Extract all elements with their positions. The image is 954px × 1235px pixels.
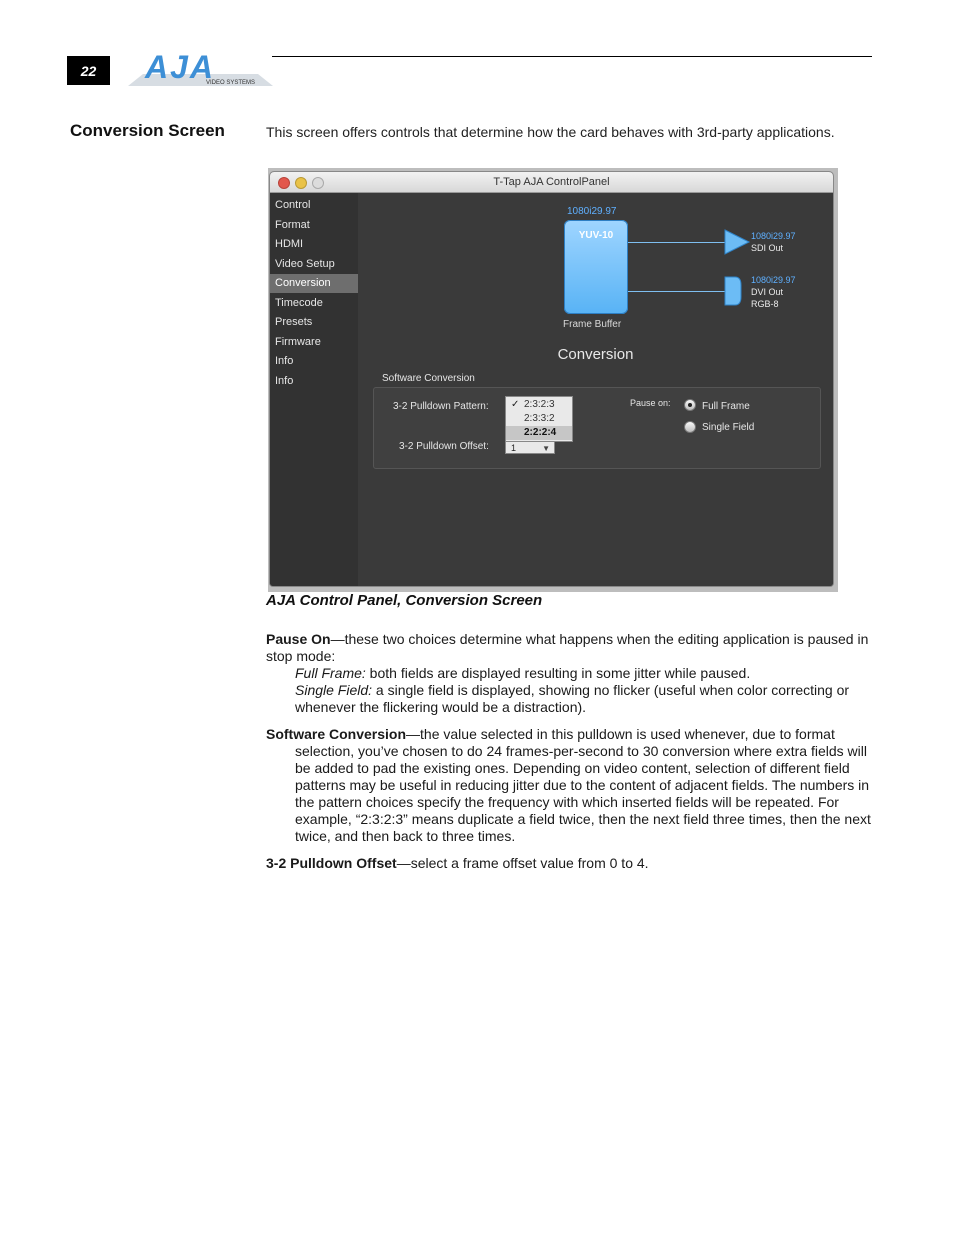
- sdi-out-icon: [723, 229, 751, 255]
- pulldown-option-highlighted[interactable]: 2:2:2:4: [506, 426, 572, 440]
- dvi-connection-line: [628, 291, 726, 292]
- pulldown-pattern-label: 3-2 Pulldown Pattern:: [393, 401, 489, 412]
- pulldown-offset-select[interactable]: 1 ▼: [505, 441, 555, 454]
- sidebar-item-conversion[interactable]: Conversion: [270, 274, 358, 293]
- sidebar-item-info-2[interactable]: Info: [275, 375, 294, 387]
- sidebar-item-format[interactable]: Format: [275, 219, 310, 231]
- svg-text:AJA: AJA: [145, 52, 216, 85]
- sdi-out-label: 1080i29.97 SDI Out: [751, 231, 796, 253]
- pause-on-paragraph: Pause On—these two choices determine what happens when the editing application is paused in stop mode: Full Frame: both fields are displayed resulting in some jitter while paused. Single Field: a single field is displayed, showing no flicker (useful when color correcting or whenever the flickering would be a distraction).: [266, 631, 869, 715]
- page-number: 22: [67, 56, 110, 85]
- header-rule: [272, 56, 872, 57]
- sdi-connection-line: [628, 242, 726, 243]
- pulldown-option[interactable]: 2:3:3:2: [524, 413, 555, 424]
- svg-text:VIDEO SYSTEMS: VIDEO SYSTEMS: [206, 80, 256, 86]
- check-icon: ✓: [511, 399, 520, 410]
- frame-buffer-block[interactable]: [564, 220, 628, 314]
- pause-on-label: Pause on:: [630, 398, 671, 408]
- frame-buffer-color: YUV-10: [578, 230, 614, 241]
- full-frame-radio[interactable]: [684, 399, 696, 411]
- software-conversion-paragraph: Software Conversion—the value selected in this pulldown is used whenever, due to format selection, you’ve chosen to do 24 frames-per-second to 30 conversion where extra fields will be added to pad the existing ones. Depending on video content, selection of different field patterns may be useful in reducing jitter due to the content of adjacent fields. The numbers in the pattern choices specify the frequency with which inserted fields will be repeated. For example, “2:3:2:3” means duplicate a field twice, then the next field three times, then the next twice, and then back to three times.: [266, 726, 871, 844]
- figure-caption: AJA Control Panel, Conversion Screen: [266, 592, 543, 609]
- dvi-out-icon: [723, 275, 743, 307]
- sidebar: [270, 193, 358, 586]
- single-field-radio[interactable]: [684, 421, 696, 433]
- window-titlebar: [270, 172, 833, 193]
- chevron-down-icon: ▼: [542, 444, 550, 453]
- sidebar-item-control[interactable]: Control: [275, 199, 311, 211]
- window-title: T-Tap AJA ControlPanel: [493, 176, 610, 188]
- single-field-label: Single Field: [702, 422, 755, 433]
- frame-buffer-format: 1080i29.97: [567, 206, 617, 217]
- frame-buffer-caption: Frame Buffer: [563, 319, 622, 330]
- section-intro: This screen offers controls that determine how the card behaves with 3rd-party applications.: [266, 124, 835, 140]
- conversion-pane: [358, 193, 833, 586]
- sidebar-item-hdmi[interactable]: HDMI: [275, 238, 304, 250]
- section-title: Conversion Screen: [70, 121, 225, 140]
- sidebar-item-timecode[interactable]: Timecode: [275, 297, 323, 309]
- pulldown-offset-paragraph: 3-2 Pulldown Offset—select a frame offset value from 0 to 4.: [266, 855, 649, 871]
- full-frame-label: Full Frame: [702, 401, 750, 412]
- dvi-out-label: 1080i29.97 DVI Out RGB-8: [751, 275, 796, 309]
- control-panel-screenshot: [268, 168, 838, 592]
- pulldown-option[interactable]: ✓ 2:3:2:3: [511, 399, 555, 410]
- sidebar-item-presets[interactable]: Presets: [275, 316, 313, 328]
- aja-logo: [128, 52, 273, 88]
- sidebar-item-firmware[interactable]: Firmware: [275, 336, 321, 348]
- sidebar-item-video-setup[interactable]: Video Setup: [275, 258, 335, 270]
- software-conversion-label: Software Conversion: [382, 373, 475, 384]
- sidebar-item-info[interactable]: Info: [275, 355, 294, 367]
- pulldown-pattern-dropdown[interactable]: [505, 396, 573, 442]
- pulldown-offset-label: 3-2 Pulldown Offset:: [399, 441, 489, 452]
- conversion-title: Conversion: [557, 346, 634, 363]
